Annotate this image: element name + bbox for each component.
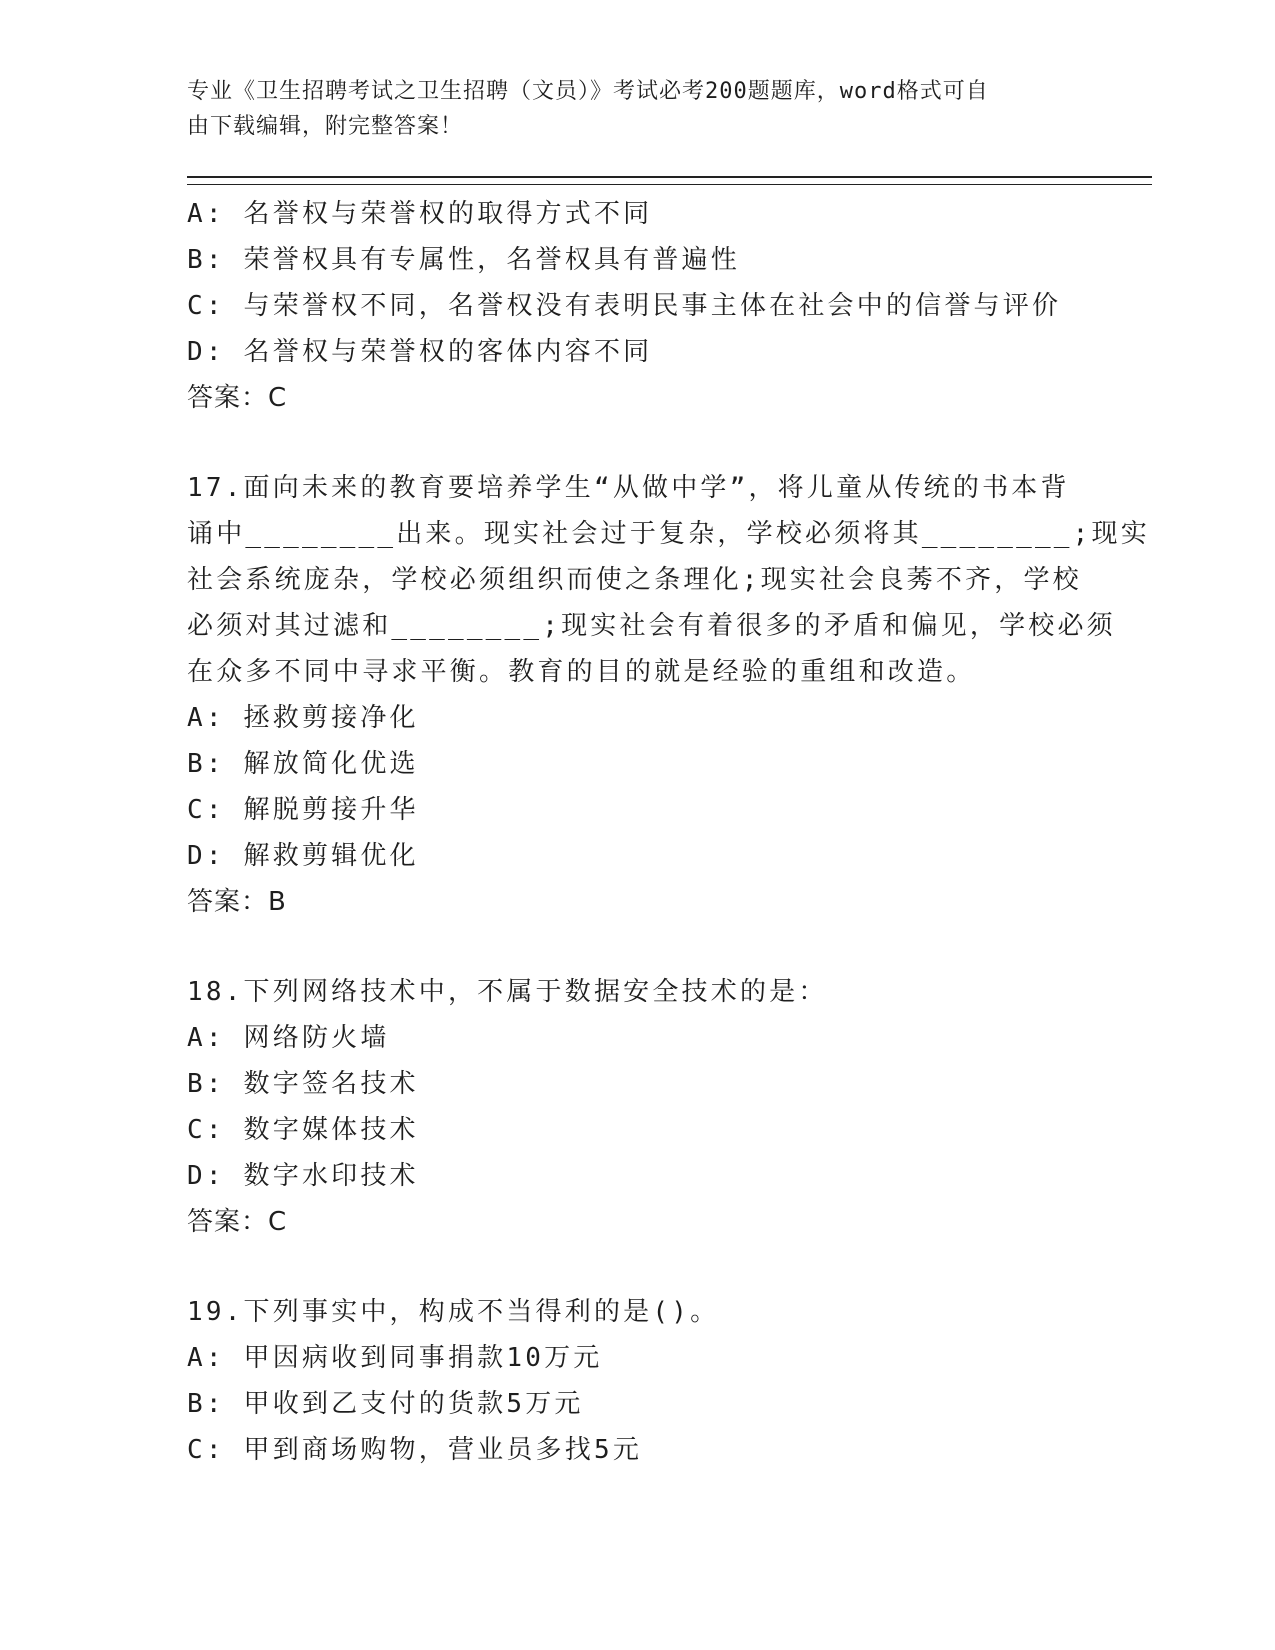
spacer	[187, 925, 1067, 969]
question-stem-line: 社会系统庞杂，学校必须组织而使之条理化;现实社会良莠不齐，学校	[187, 565, 1082, 595]
option-d: D: 名誉权与荣誉权的客体内容不同	[187, 337, 653, 367]
question-17	[187, 465, 1150, 925]
answer-label: 答案：B	[187, 887, 287, 917]
document-header	[187, 74, 1067, 144]
question-stem-line: 诵中________出来。现实社会过于复杂，学校必须将其________;现实	[187, 519, 1150, 549]
option-b: B: 荣誉权具有专属性，名誉权具有普遍性	[187, 245, 740, 275]
option-d: D: 数字水印技术	[187, 1161, 419, 1191]
header-line-2: 由下载编辑，附完整答案！	[187, 114, 464, 139]
option-c: C: 甲到商场购物，营业员多找5元	[187, 1435, 643, 1465]
question-16	[187, 191, 1067, 421]
option-b: B: 数字签名技术	[187, 1069, 419, 1099]
question-19	[187, 1289, 1067, 1473]
option-a: A: 网络防火墙	[187, 1023, 390, 1053]
spacer	[187, 421, 1067, 465]
question-stem-line: 在众多不同中寻求平衡。教育的目的就是经验的重组和改造。	[187, 657, 976, 687]
header-line-1: 专业《卫生招聘考试之卫生招聘（文员）》考试必考200题题库，word格式可自	[187, 79, 989, 104]
answer-label: 答案：C	[187, 383, 288, 413]
question-list	[187, 191, 1150, 1473]
question-stem-line: 17.面向未来的教育要培养学生“从做中学”，将儿童从传统的书本背	[187, 473, 1070, 503]
option-c: C: 数字媒体技术	[187, 1115, 419, 1145]
option-a: A: 名誉权与荣誉权的取得方式不同	[187, 199, 653, 229]
question-stem: 18.下列网络技术中，不属于数据安全技术的是：	[187, 977, 828, 1007]
option-c: C: 与荣誉权不同，名誉权没有表明民事主体在社会中的信誉与评价	[187, 291, 1062, 321]
option-c: C: 解脱剪接升华	[187, 795, 419, 825]
option-b: B: 甲收到乙支付的货款5万元	[187, 1389, 584, 1419]
question-stem: 19.下列事实中，构成不当得利的是()。	[187, 1297, 720, 1327]
spacer	[187, 1245, 1067, 1289]
question-stem-line: 必须对其过滤和________;现实社会有着很多的矛盾和偏见，学校必须	[187, 611, 1116, 641]
option-d: D: 解救剪辑优化	[187, 841, 419, 871]
option-a: A: 拯救剪接净化	[187, 703, 419, 733]
question-18	[187, 969, 1067, 1245]
option-b: B: 解放简化优选	[187, 749, 419, 779]
answer-label: 答案：C	[187, 1207, 288, 1237]
header-divider	[187, 176, 1152, 185]
option-a: A: 甲因病收到同事捐款10万元	[187, 1343, 603, 1373]
